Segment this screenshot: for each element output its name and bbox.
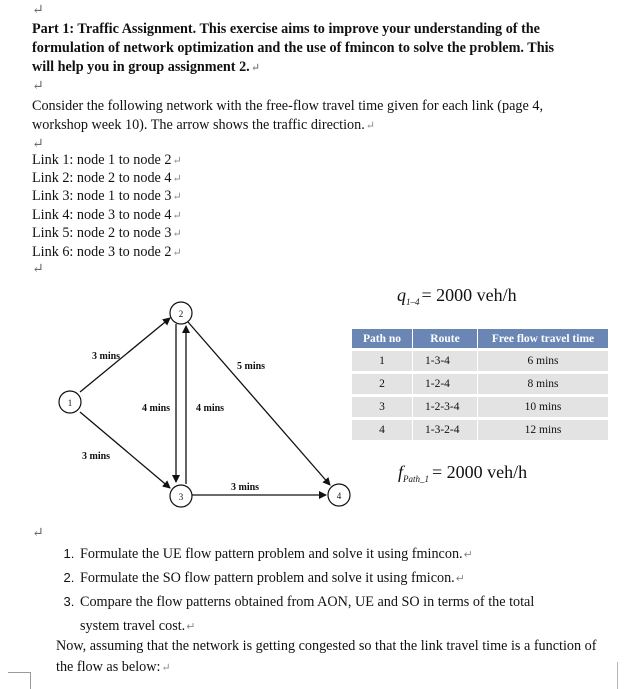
- list-item: Formulate the UE flow pattern problem and solve it using fmincon.↵: [80, 546, 473, 562]
- heading-line-1: Part 1: Traffic Assignment. This exercise aims to improve your understanding of the: [32, 21, 540, 37]
- table-row: [352, 373, 609, 396]
- node-1: [59, 391, 81, 413]
- paragraph-mark: ↵: [365, 120, 376, 132]
- demand-equation: $q_{1-4} = 2000$ veh/h: [397, 285, 517, 307]
- table-cell: 12 mins: [478, 419, 609, 441]
- node-3-label: 3: [178, 492, 184, 502]
- final-paragraph: Now, assuming that the network is getting congested so that the link travel time is a function of the flow as below:↵: [56, 638, 597, 675]
- task-list: [52, 544, 636, 640]
- table-cell: 1-3-4: [413, 350, 478, 373]
- node-2: [170, 302, 192, 324]
- table-cell: 8 mins: [478, 373, 609, 396]
- table-cell: 10 mins: [478, 396, 609, 419]
- link-item: Link 5: node 2 to node 3↵: [32, 225, 182, 241]
- paragraph-mark: ↵: [250, 62, 260, 74]
- table-row: [352, 350, 609, 373]
- intro-line-2: workshop week 10). The arrow shows the traffic direction.↵: [32, 117, 376, 133]
- table-cell: 3: [352, 396, 413, 419]
- link-item: Link 2: node 2 to node 4↵: [32, 170, 182, 186]
- table-cell: 4: [352, 419, 413, 441]
- network-diagram: [58, 292, 358, 522]
- table-cell: 1-3-2-4: [413, 419, 478, 441]
- intro-line-1: Consider the following network with the free-flow travel time given for each link (page 4,: [32, 98, 543, 114]
- link-item: Link 6: node 3 to node 2↵: [32, 244, 182, 260]
- node-3: [170, 485, 192, 507]
- column-header: Path no: [352, 329, 413, 350]
- node-1-label: 1: [67, 398, 73, 408]
- table-cell: 2: [352, 373, 413, 396]
- link-6-label: 4 mins: [196, 403, 225, 414]
- link-3-arrow: [80, 412, 170, 488]
- paragraph-mark: ↵: [32, 262, 44, 277]
- link-3-label: 3 mins: [82, 451, 111, 462]
- table-cell: 1-2-4: [413, 373, 478, 396]
- paragraph-mark: ↵: [32, 137, 44, 152]
- link-2-label: 5 mins: [237, 361, 266, 372]
- path-flow-equation: $f_{Path\_1} = 2000$ veh/h: [398, 462, 528, 484]
- paragraph-mark: ↵: [32, 3, 44, 18]
- page-margin-mark: [617, 662, 618, 689]
- link-1-label: 3 mins: [92, 351, 121, 362]
- table-header-row: [352, 329, 609, 350]
- link-4-label: 3 mins: [231, 482, 260, 493]
- heading-line-3: will help you in group assignment 2.↵: [32, 59, 260, 75]
- list-item: Compare the flow patterns obtained from AON, UE and SO in terms of the total system travel cost.↵: [80, 594, 535, 634]
- column-header: Route: [413, 329, 478, 350]
- node-4-label: 4: [336, 491, 342, 501]
- column-header: Free flow travel time: [478, 329, 609, 350]
- page-corner-mark: [8, 672, 31, 689]
- node-4: [328, 484, 350, 506]
- heading-line-2: formulation of network optimization and the use of fmincon to solve the problem. This: [32, 40, 555, 56]
- link-item: Link 1: node 1 to node 2↵: [32, 152, 182, 168]
- table-cell: 1-2-3-4: [413, 396, 478, 419]
- table-cell: 6 mins: [478, 350, 609, 373]
- paragraph-mark: ↵: [161, 662, 171, 674]
- link-item: Link 4: node 3 to node 4↵: [32, 207, 182, 223]
- link-item: Link 3: node 1 to node 3↵: [32, 188, 182, 204]
- list-item: Formulate the SO flow pattern problem and solve it using fmicon.↵: [80, 570, 465, 586]
- table-row: [352, 419, 609, 441]
- node-2-label: 2: [178, 309, 184, 319]
- table-cell: 1: [352, 350, 413, 373]
- path-table: [352, 329, 609, 440]
- paragraph-mark: ↵: [32, 79, 44, 94]
- table-row: [352, 396, 609, 419]
- paragraph-mark: ↵: [32, 526, 44, 541]
- link-5-label: 4 mins: [142, 403, 171, 414]
